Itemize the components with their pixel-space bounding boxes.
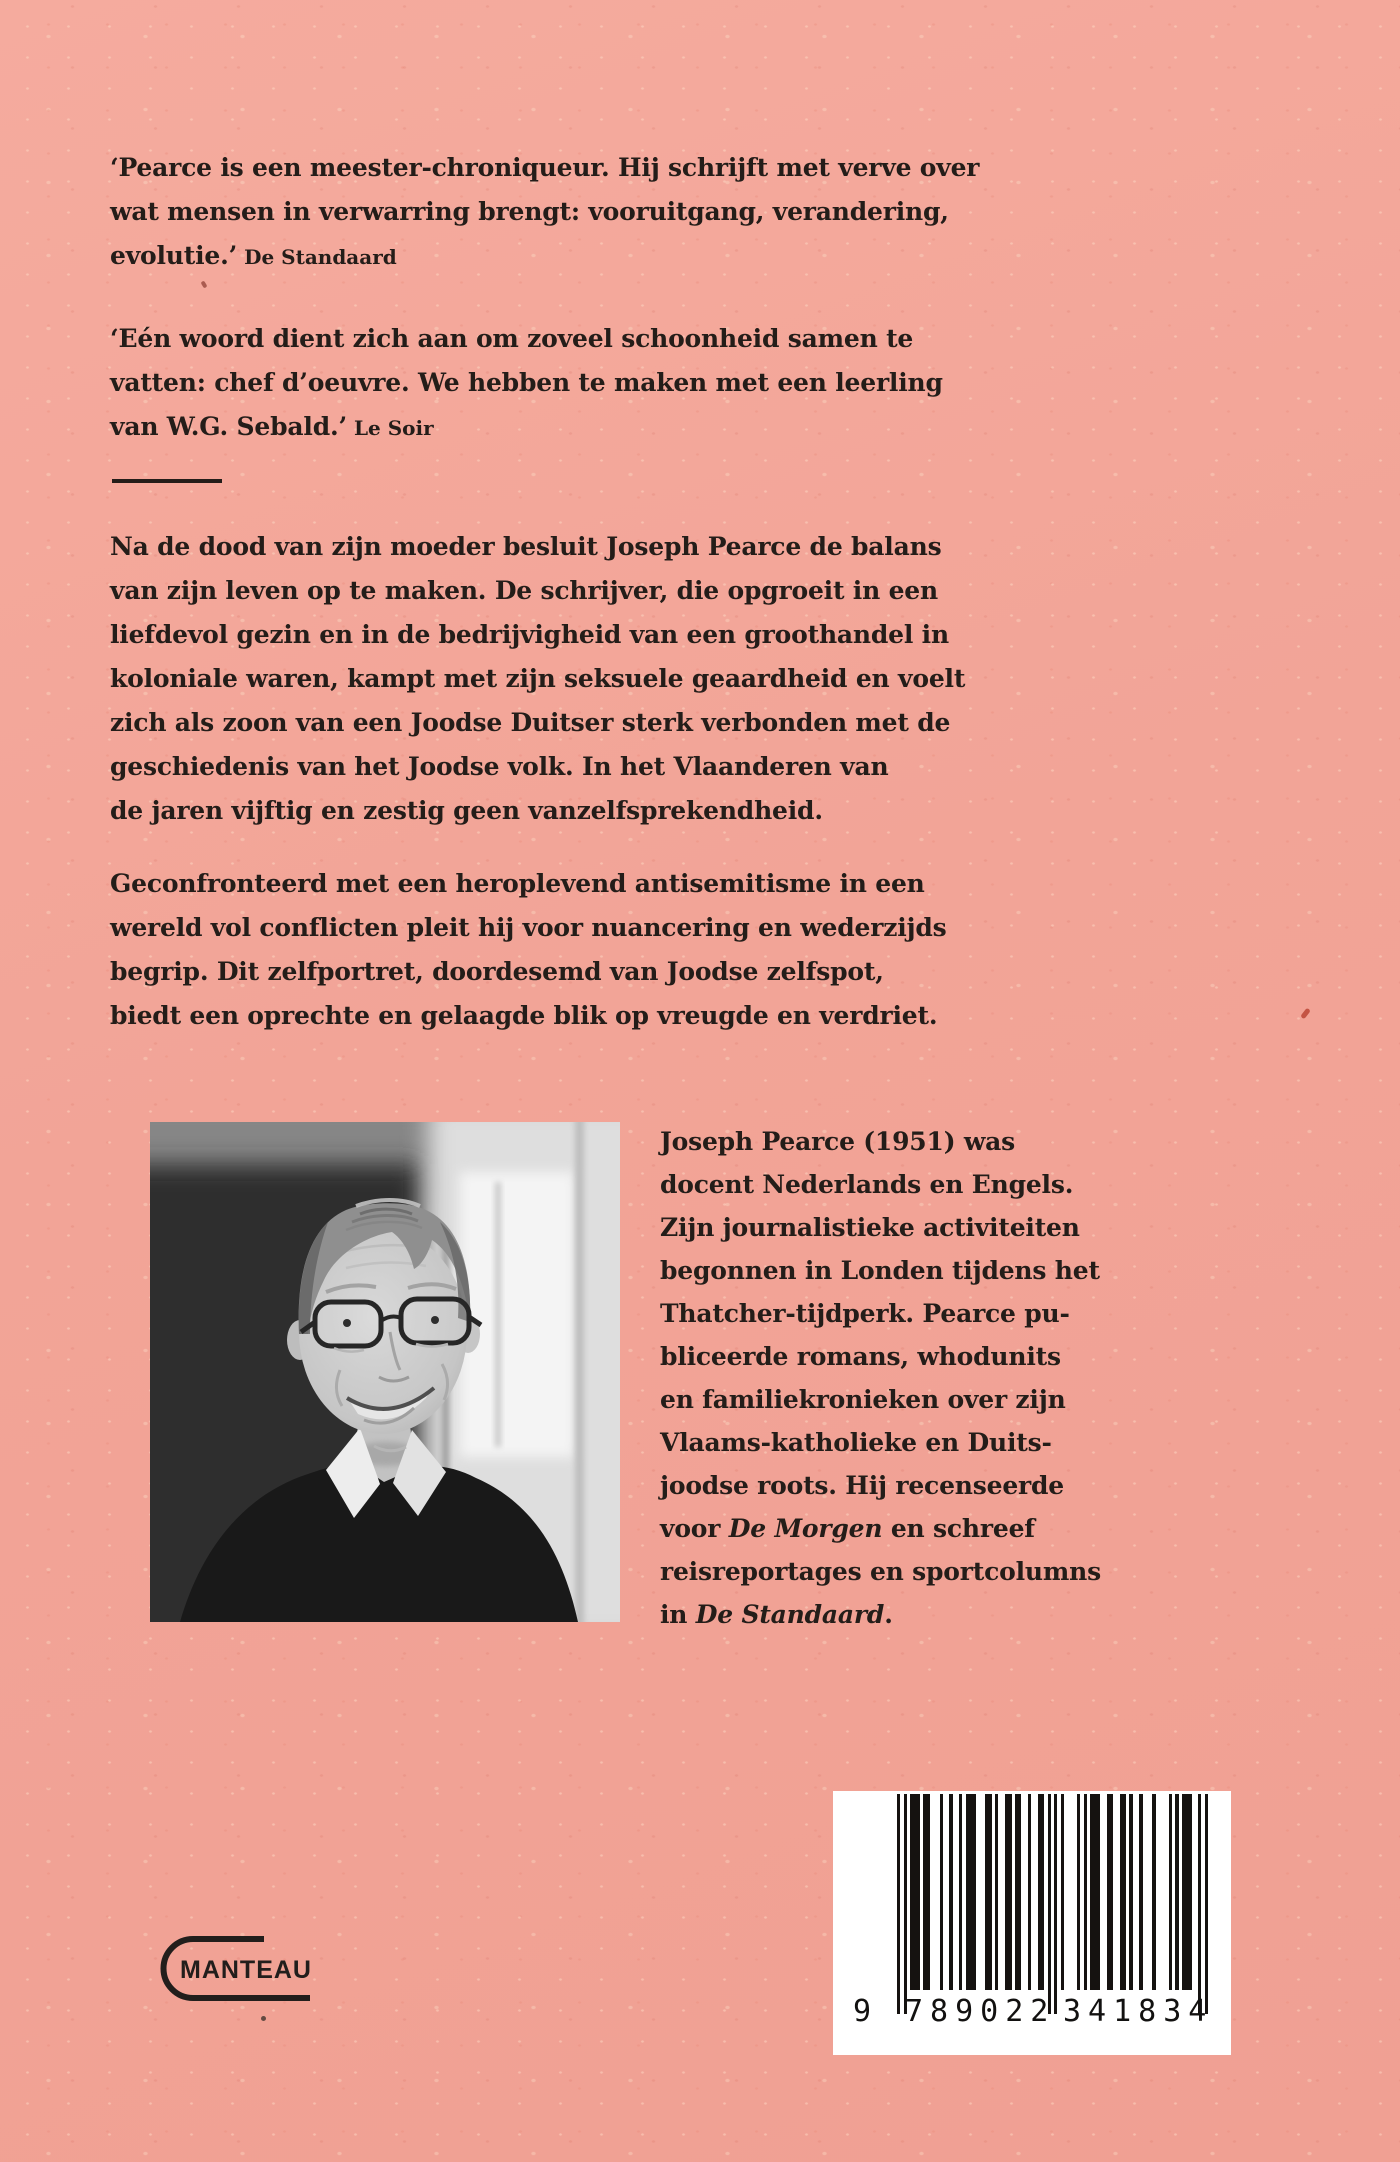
author-photo-illustration xyxy=(150,1122,620,1622)
publisher-logo xyxy=(150,1934,340,2006)
barcode xyxy=(833,1791,1231,2055)
publisher-wordmark: MANTEAU xyxy=(180,1956,312,1984)
synopsis-paragraph-1: Na de dood van zijn moeder besluit Joseph Pearce de balans van zijn leven op te maken. De schrijver, die opgroeit in een liefdevol gezin en in de bedrijvigheid van een groothandel in koloniale waren, kampt met zijn seksuele geaardheid en voelt zich als zoon van een Joodse Duitser sterk verbonden met de geschiedenis van het Joodse volk. In het Vlaanderen van de jaren vijftig en zestig geen vanzelfsprekendheid. xyxy=(110,532,966,825)
isbn-digit-group-3: 341834 xyxy=(1063,1994,1214,2029)
pull-quote-2: ‘Eén woord dient zich aan om zoveel schoonheid samen te vatten: chef d’oeuvre. We hebben te maken met een leerling van W.G. Sebald.’ Le Soir xyxy=(110,324,943,441)
author-bio: Joseph Pearce (1951) was docent Nederlands en Engels. Zijn journalistieke activiteiten begonnen in Londen tijdens het Thatcher-tijdperk. Pearce pu- bliceerde romans, whodunits en familiekronieken over zijn Vlaams-katholieke en Duits- joodse roots. Hij recenseerde voor De Morgen en schreef reisreportages en sportcolumns in De Standaard. xyxy=(660,1127,1101,1629)
synopsis-paragraph-2: Geconfronteerd met een heroplevend antisemitisme in een wereld vol conflicten pleit hij voor nuancering en wederzijds begrip. Dit zelfportret, doordesemd van Joodse zelfspot, biedt een oprechte en gelaagde blik op vreugde en verdriet. xyxy=(110,869,947,1030)
divider-rule xyxy=(112,479,222,483)
paper-speck-dark xyxy=(261,2016,266,2021)
author-photo xyxy=(150,1122,620,1622)
isbn-digit-group-1: 9 xyxy=(853,1994,872,2029)
paper-speck-maroon xyxy=(201,280,208,288)
isbn-digit-group-2: 789022 xyxy=(905,1994,1056,2029)
paper-speck-red xyxy=(1300,1008,1311,1020)
barcode-bars xyxy=(897,1794,1208,2014)
pull-quote-1: ‘Pearce is een meester-chroniqueur. Hij schrijft met verve over wat mensen in verwarring brengt: vooruitgang, verandering, evolutie.’ De Standaard xyxy=(110,153,980,270)
